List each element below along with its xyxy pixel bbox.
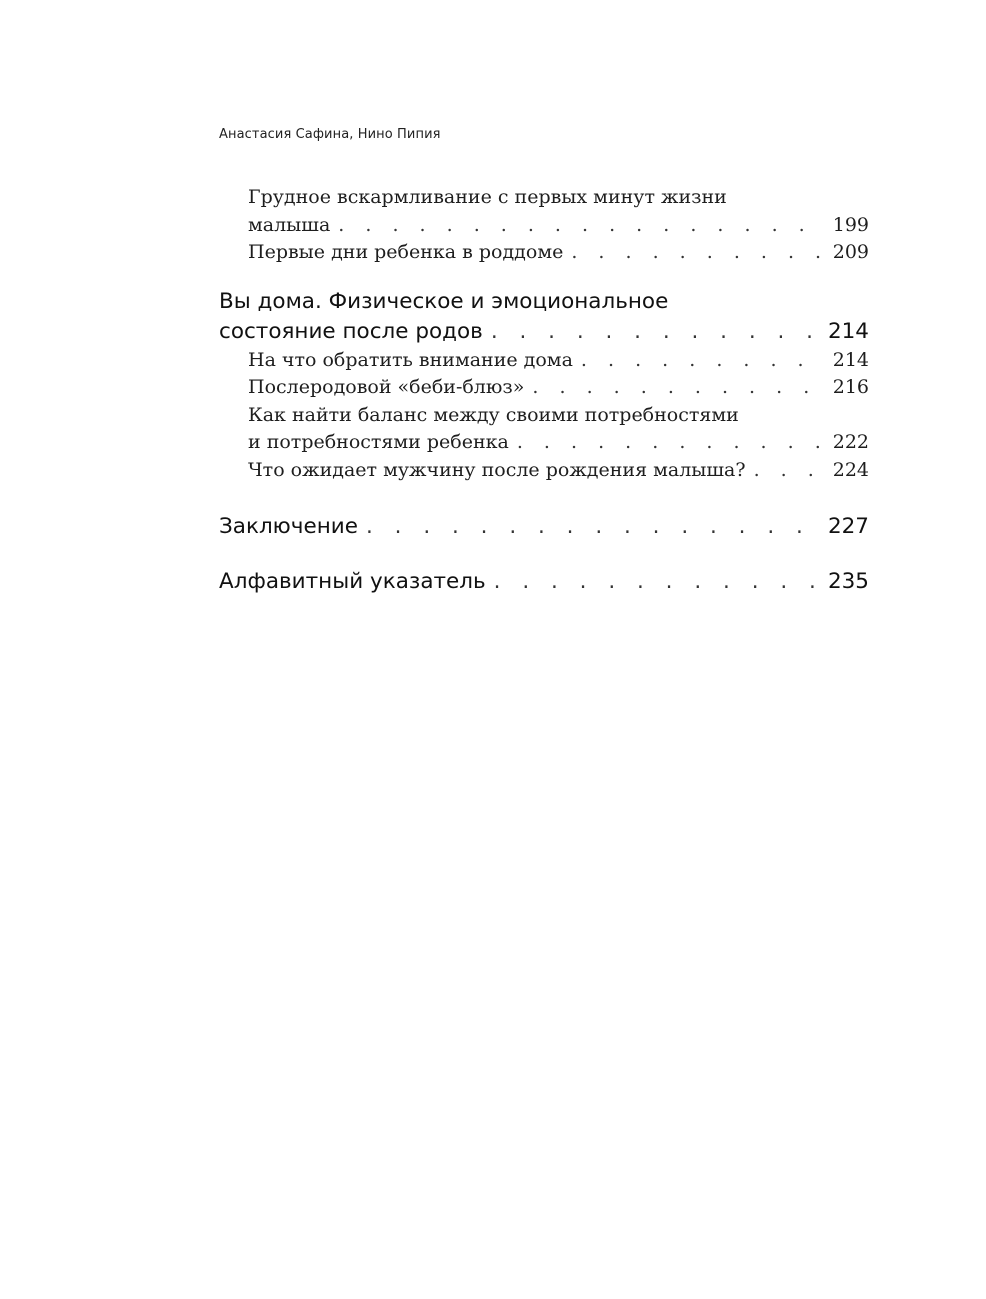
toc-entry-line <box>248 402 869 430</box>
toc-entry-line <box>248 429 869 457</box>
toc-entry-breastfeeding[interactable] <box>248 184 869 239</box>
toc-entry-line <box>248 239 869 267</box>
toc-entry-father-expectations[interactable] <box>248 457 869 485</box>
toc-entry-attention-at-home[interactable] <box>248 347 869 375</box>
toc-entry-baby-blues[interactable] <box>248 374 869 402</box>
dot-leader <box>517 429 825 457</box>
dot-leader <box>338 212 824 240</box>
toc-entry-title: Что ожидает мужчину после рождения малыша? <box>248 458 746 481</box>
toc-entry-title-continued: и потребностями ребенка <box>248 431 509 453</box>
toc-chapter-index[interactable] <box>219 567 869 597</box>
toc-entry-line <box>248 184 869 212</box>
toc-entry-line <box>219 287 869 317</box>
toc-chapter-title-continued: состояние после родов <box>219 318 483 344</box>
toc-page-number: 199 <box>832 213 869 236</box>
toc-entry-title: Первые дни ребенка в роддоме <box>248 241 564 263</box>
toc-page-number: 214 <box>827 318 869 344</box>
table-of-contents <box>219 184 869 597</box>
toc-page-number: 209 <box>832 241 869 263</box>
dot-leader <box>571 239 824 267</box>
toc-entry-title: Послеродовой «беби-блюз» <box>248 376 525 398</box>
dot-leader <box>494 567 820 597</box>
dot-leader <box>491 317 820 347</box>
toc-entry-title-continued: малыша <box>248 213 331 236</box>
dot-leader <box>532 374 824 402</box>
toc-chapter-conclusion[interactable] <box>219 512 869 542</box>
toc-chapter-at-home[interactable] <box>219 287 869 347</box>
toc-chapter-title: Алфавитный указатель <box>219 569 486 594</box>
toc-entry-title: На что обратить внимание дома <box>248 348 573 371</box>
toc-entry-line <box>219 512 869 542</box>
toc-page-number: 214 <box>832 348 869 371</box>
toc-chapter-title: Вы дома. Физическое и эмоциональное <box>219 288 669 314</box>
toc-entry-line <box>248 347 869 375</box>
toc-page-number: 235 <box>827 569 869 594</box>
toc-page-number: 222 <box>832 431 869 453</box>
dot-leader <box>581 347 825 375</box>
toc-entry-line <box>219 567 869 597</box>
toc-entry-balance-needs[interactable] <box>248 402 869 457</box>
toc-chapter-title: Заключение <box>219 514 358 539</box>
toc-entry-line <box>248 374 869 402</box>
running-head: Анастасия Сафина, Нино Пипия <box>219 127 441 142</box>
toc-page-number: 224 <box>832 458 869 481</box>
toc-entry-first-days[interactable] <box>248 239 869 267</box>
dot-leader <box>754 457 825 485</box>
toc-page-number: 216 <box>832 376 869 398</box>
toc-entry-line <box>219 317 869 347</box>
toc-entry-title: Грудное вскармливание с первых минут жизни <box>248 186 727 208</box>
toc-entry-title: Как найти баланс между своими потребностями <box>248 403 739 426</box>
toc-entry-line <box>248 457 869 485</box>
toc-page-number: 227 <box>827 514 869 539</box>
dot-leader <box>366 512 820 542</box>
toc-entry-line <box>248 212 869 240</box>
